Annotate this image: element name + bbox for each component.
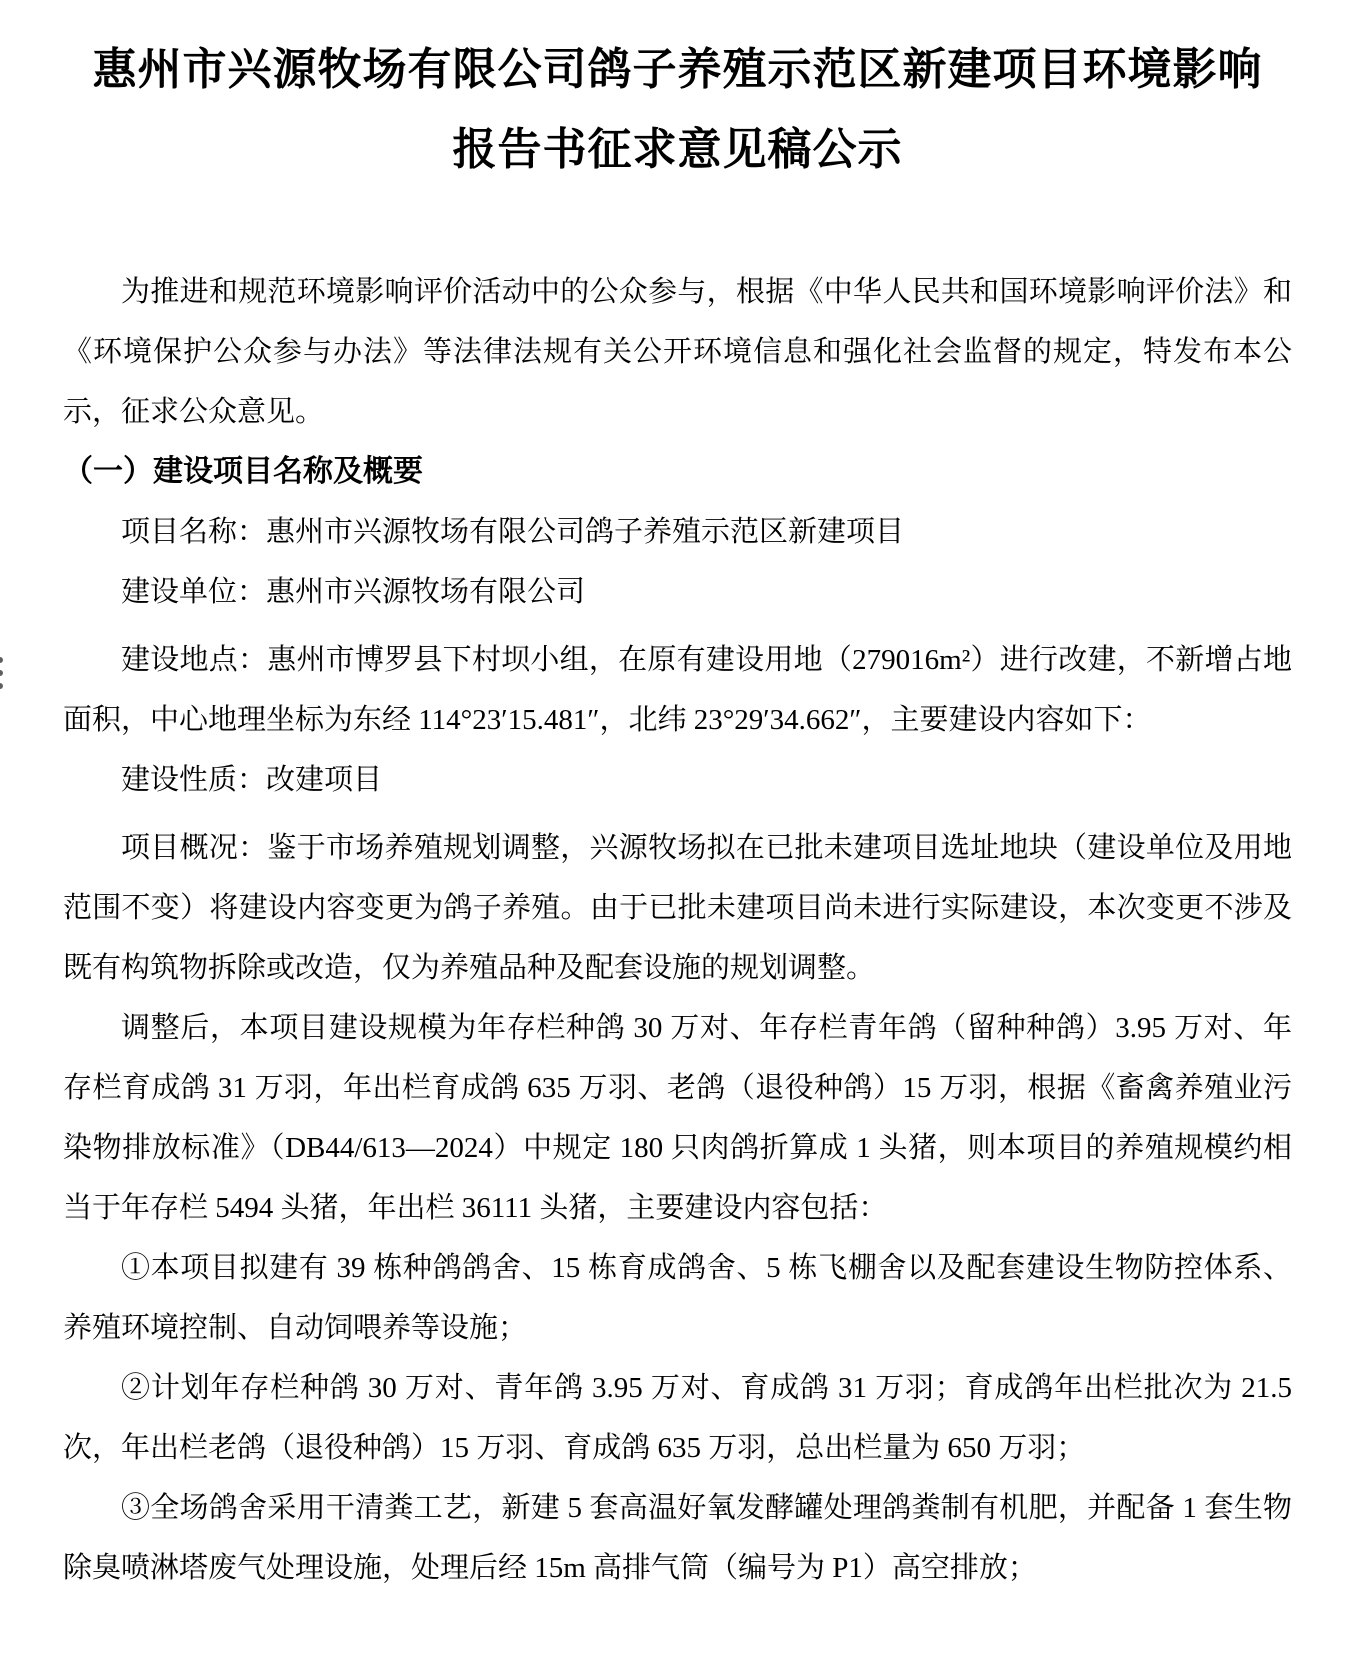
construction-nature-paragraph: 建设性质：改建项目 <box>121 764 383 796</box>
document-title-line2: 报告书征求意见稿公示 <box>452 125 903 174</box>
document-title <box>63 30 1292 190</box>
section1-heading: （一）建设项目名称及概要 <box>63 455 423 488</box>
construction-site-paragraph: 建设地点：惠州市博罗县下村坝小组，在原有建设用地（279016m²）进行改建，不新增占地面积，中心地理坐标为东经 114°23′15.481″，北纬 23°29′34.662″，主要建设内容如下： <box>63 644 1292 736</box>
list-item-3-paragraph: ③全场鸽舍采用干清粪工艺，新建 5 套高温好氧发酵罐处理鸽粪制有机肥，并配备 1 套生物除臭喷淋塔废气处理设施，处理后经 15m 高排气筒（编号为 P1）高空排放； <box>63 1492 1292 1584</box>
project-name-paragraph: 项目名称：惠州市兴源牧场有限公司鸽子养殖示范区新建项目 <box>121 516 905 548</box>
intro-paragraph: 为推进和规范环境影响评价活动中的公众参与，根据《中华人民共和国环境影响评价法》和《环境保护公众参与办法》等法律法规有关公开环境信息和强化社会监督的规定，特发布本公示，征求公众意见。 <box>63 276 1292 428</box>
scale-adjustment-paragraph: 调整后，本项目建设规模为年存栏种鸽 30 万对、年存栏青年鸽（留种种鸽）3.95 万对、年存栏育成鸽 31 万羽，年出栏育成鸽 635 万羽、老鸽（退役种鸽）15 万羽，根据《畜禽养殖业污染物排放标准》（DB44/613—2024）中规定 180 只肉鸽折算成 1 头猪，则本项目的养殖规模约相当于年存栏 5494 头猪，年出栏 36111 头猪，主要建设内容包括： <box>63 1012 1292 1224</box>
dot <box>0 670 3 676</box>
construction-unit-paragraph: 建设单位：惠州市兴源牧场有限公司 <box>121 576 586 608</box>
document-body <box>63 262 1292 1598</box>
vertical-dots-handle-icon[interactable] <box>0 657 3 689</box>
dot <box>0 657 3 663</box>
dot <box>0 683 3 689</box>
list-item-2-paragraph: ②计划年存栏种鸽 30 万对、青年鸽 3.95 万对、育成鸽 31 万羽；育成鸽年出栏批次为 21.5 次，年出栏老鸽（退役种鸽）15 万羽、育成鸽 635 万羽，总出栏量为 650 万羽； <box>63 1372 1292 1464</box>
list-item-1-paragraph: ①本项目拟建有 39 栋种鸽鸽舍、15 栋育成鸽舍、5 栋飞棚舍以及配套建设生物防控体系、养殖环境控制、自动饲喂养等设施； <box>63 1252 1292 1344</box>
document-title-line1: 惠州市兴源牧场有限公司鸽子养殖示范区新建项目环境影响 <box>92 45 1263 94</box>
project-overview-paragraph: 项目概况：鉴于市场养殖规划调整，兴源牧场拟在已批未建项目选址地块（建设单位及用地范围不变）将建设内容变更为鸽子养殖。由于已批未建项目尚未进行实际建设，本次变更不涉及既有构筑物拆除或改造，仅为养殖品种及配套设施的规划调整。 <box>63 832 1292 984</box>
